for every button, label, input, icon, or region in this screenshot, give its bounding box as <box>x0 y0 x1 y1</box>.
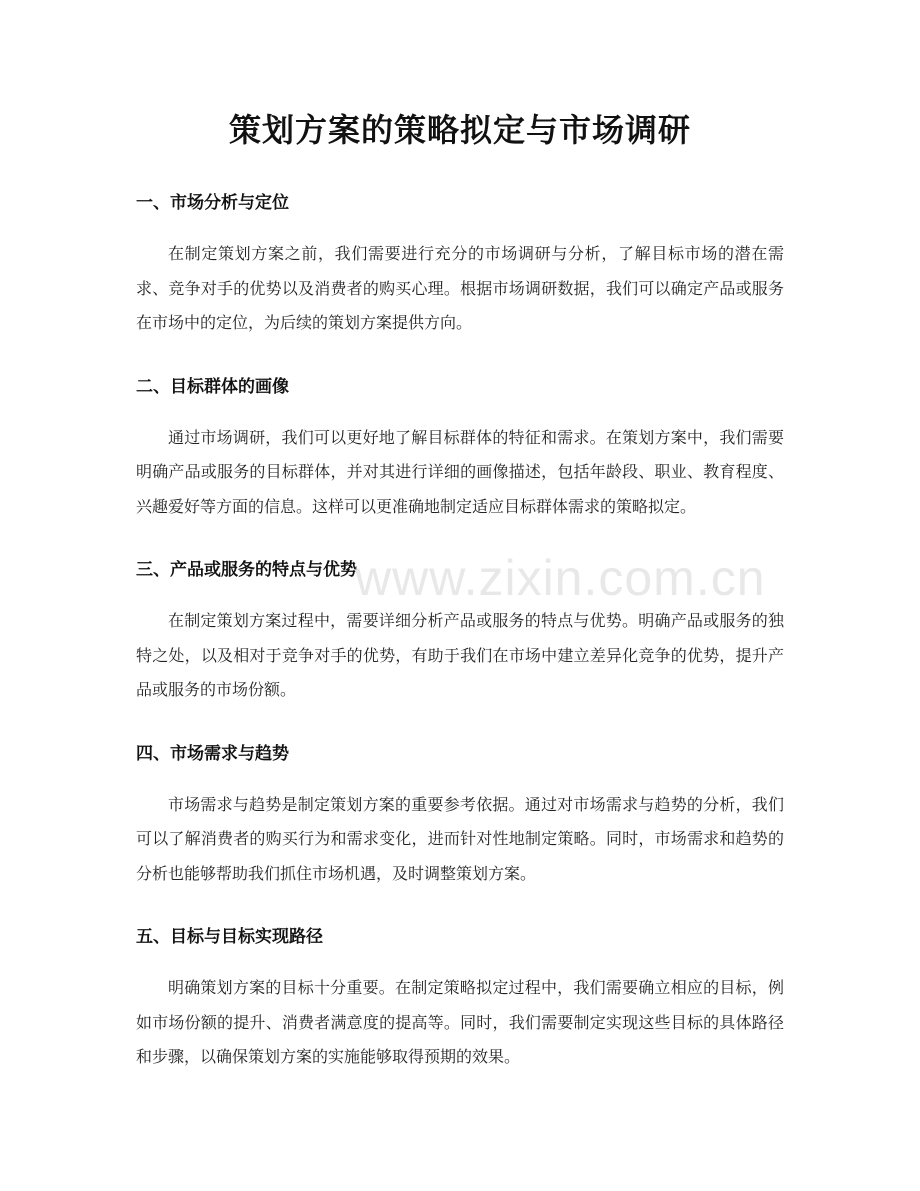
section-heading: 三、产品或服务的特点与优势 <box>136 560 357 580</box>
section-heading: 二、目标群体的画像 <box>136 376 289 397</box>
section-target-audience <box>136 372 784 525</box>
section-heading: 四、市场需求与趋势 <box>136 743 289 764</box>
section-paragraph: 在制定策划方案过程中，需要详细分析产品或服务的特点与优势。明确产品或服务的独特之处，以及相对于竞争对手的优势，有助于我们在市场中建立差异化竞争的优势，提升产品或服务的市场份额。 <box>136 611 784 699</box>
section-market-analysis <box>136 188 784 341</box>
section-paragraph: 通过市场调研，我们可以更好地了解目标群体的特征和需求。在策划方案中，我们需要明确产品或服务的目标群体，并对其进行详细的画像描述，包括年龄段、职业、教育程度、兴趣爱好等方面的信息。这样可以更准确地制定适应目标群体需求的策略拟定。 <box>136 427 784 516</box>
section-paragraph: 明确策划方案的目标十分重要。在制定策略拟定过程中，我们需要确立相应的目标，例如市场份额的提升、消费者满意度的提高等。同时，我们需要制定实现这些目标的具体路径和步骤，以确保策划方案的实施能够取得预期的效果。 <box>136 978 784 1066</box>
section-heading: 五、目标与目标实现路径 <box>136 927 323 947</box>
section-product-features <box>136 555 784 708</box>
section-market-trends <box>136 739 784 892</box>
watermark: www.zixin.com.cn <box>355 550 766 606</box>
section-paragraph: 市场需求与趋势是制定策划方案的重要参考依据。通过对市场需求与趋势的分析，我们可以了解消费者的购买行为和需求变化，进而针对性地制定策略。同时，市场需求和趋势的分析也能够帮助我们抓住市场机遇，及时调整策划方案。 <box>136 794 784 883</box>
page-title: 策划方案的策略拟定与市场调研 <box>228 111 691 149</box>
section-goals-path <box>136 922 784 1075</box>
section-paragraph: 在制定策划方案之前，我们需要进行充分的市场调研与分析，了解目标市场的潜在需求、竞争对手的优势以及消费者的购买心理。根据市场调研数据，我们可以确定产品或服务在市场中的定位，为后续的策划方案提供方向。 <box>136 244 784 332</box>
section-heading: 一、市场分析与定位 <box>136 193 289 213</box>
